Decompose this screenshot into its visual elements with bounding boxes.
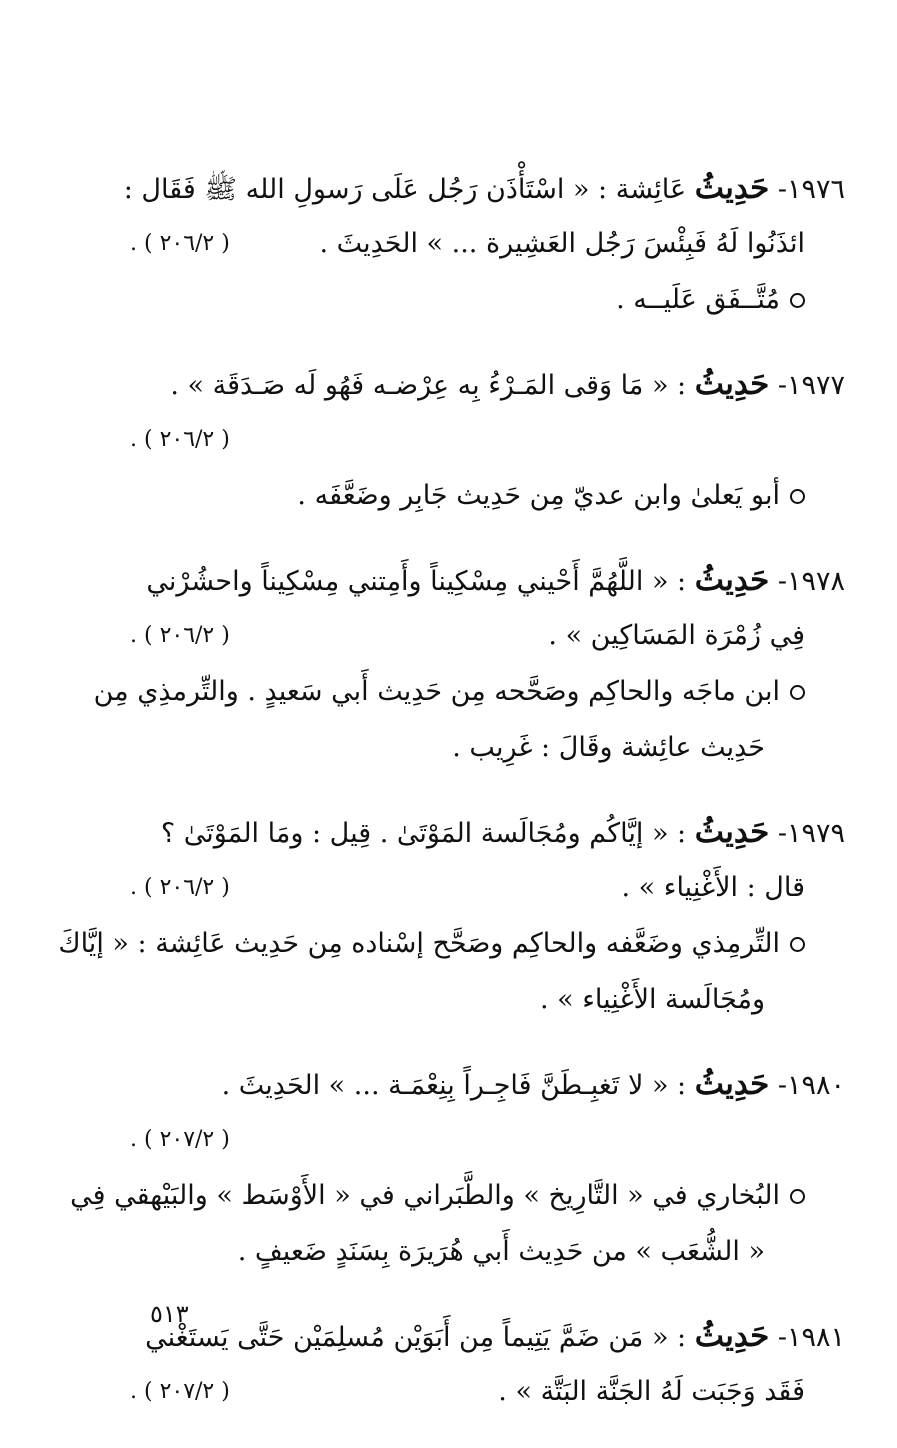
hadith-keyword: حَدِيثُ [694,562,770,598]
circle-bullet-icon [790,937,805,952]
entry-line [130,860,845,916]
entry-line [130,356,845,412]
entry-line [130,216,845,272]
entry-number: ١٩٧٨- [777,566,845,597]
volume-page-reference: ( ٢٠٦/٢ ) . [130,427,230,452]
takhrij-note [58,916,845,972]
note-text: التِّرمِذي وضَعَّفه والحاكِم وصَحَّح إسْناده مِن حَدِيث عَائِشة : « إيَّاكَ [58,928,780,959]
volume-page-reference: ( ٢٠٧/٢ ) . [130,1379,230,1404]
hadith-entry-1980 [70,1056,845,1280]
note-text: البُخاري في « التَّارِيخ » والطَّبَراني في « الأَوْسَط » والبَيْهقي فِي [70,1180,780,1211]
hadith-entry-1977 [130,356,845,524]
page-body [58,160,845,1448]
entry-text: ائذَنُوا لَهُ فَبِئْسَ رَجُل العَشِيرة ... » الحَدِيثَ . [319,228,805,259]
hadith-keyword: حَدِيثُ [694,1066,770,1102]
entry-line [130,1056,845,1112]
takhrij-note [70,1168,845,1224]
takhrij-note-continuation [130,720,845,776]
note-text: ومُجَالَسة الأَغْنِياء » . [539,984,765,1015]
entry-text: فَقَد وَجَبَت لَهُ الجَنَّة البَتَّة » . [498,1376,805,1407]
entry-text: : « مَا وَقى المَـرْءُ بِه عِرْضـه فَهُو لَه صَـدَقَة » . [170,370,687,401]
volume-page-reference: ( ٢٠٦/٢ ) . [130,875,230,900]
entry-line [123,160,845,216]
volume-page-reference: ( ٢٠٦/٢ ) . [130,231,230,256]
entry-text: قال : الأَغْنِياء » . [621,872,805,903]
entry-number: ١٩٨١- [777,1322,845,1353]
takhrij-note [130,272,845,328]
note-text: حَدِيث عائِشة وقَالَ : غَرِيب . [452,732,765,763]
takhrij-note [130,468,845,524]
entry-line [130,412,845,468]
entry-number: ١٩٨٠- [777,1070,845,1101]
circle-bullet-icon [790,293,805,308]
entry-text: فِي زُمْرَة المَسَاكِين » . [548,620,805,651]
hadith-entry-1976 [123,160,845,328]
entry-line [130,1112,845,1168]
circle-bullet-icon [790,1189,805,1204]
takhrij-note [93,664,845,720]
hadith-entry-1978 [93,552,845,776]
entry-text: : « لا تَغبِـطَنَّ فَاجِـراً بِنِعْمَـة ... » الحَدِيثَ . [221,1070,687,1101]
hadith-entry-1981 [130,1308,845,1420]
hadith-keyword: حَدِيثُ [694,814,770,850]
entry-text: عَائِشة : « اسْتَأْذَن رَجُل عَلَى رَسولِ الله ﷺ فَقَال : [123,174,687,205]
page-number: ٥١٣ [150,1300,189,1328]
hadith-keyword: حَدِيثُ [694,170,770,206]
hadith-entry-1979 [58,804,845,1028]
note-text: « الشُّعَب » من حَدِيث أَبي هُرَيرَة بِسَنَدٍ ضَعيفٍ . [237,1236,765,1267]
note-text: مُتَّــفَق عَلَيــه . [616,284,780,315]
entry-line [130,804,845,860]
entry-text: : « اللَّهُمَّ أَحْيني مِسْكِيناً وأَمِتني مِسْكِيناً واحشُرْني [146,566,687,597]
entry-number: ١٩٧٧- [777,370,845,401]
takhrij-note-continuation [130,972,845,1028]
entry-text: : « مَن ضَمَّ يَتِيماً مِن أَبَوَيْن مُسلِمَيْن حَتَّى يَستَغْني [145,1322,687,1353]
entry-line [130,1364,845,1420]
circle-bullet-icon [790,685,805,700]
entry-line [130,552,845,608]
takhrij-note-continuation [130,1224,845,1280]
note-text: أبو يَعلىٰ وابن عديّ مِن حَدِيث جَابِر وضَعَّفَه . [297,480,780,511]
circle-bullet-icon [790,489,805,504]
note-text: ابن ماجَه والحاكِم وصَحَّحه مِن حَدِيث أَبي سَعيدٍ . والتِّرمذِي مِن [93,676,780,707]
hadith-keyword: حَدِيثُ [694,1318,770,1354]
entry-number: ١٩٧٦- [777,174,845,205]
hadith-keyword: حَدِيثُ [694,366,770,402]
volume-page-reference: ( ٢٠٧/٢ ) . [130,1127,230,1152]
entry-text: : « إيَّاكُم ومُجَالَسة المَوْتَىٰ . قِيل : ومَا المَوْتَىٰ ؟ [160,818,687,849]
entry-line [130,1308,845,1364]
volume-page-reference: ( ٢٠٦/٢ ) . [130,623,230,648]
entry-number: ١٩٧٩- [777,818,845,849]
entry-line [130,608,845,664]
